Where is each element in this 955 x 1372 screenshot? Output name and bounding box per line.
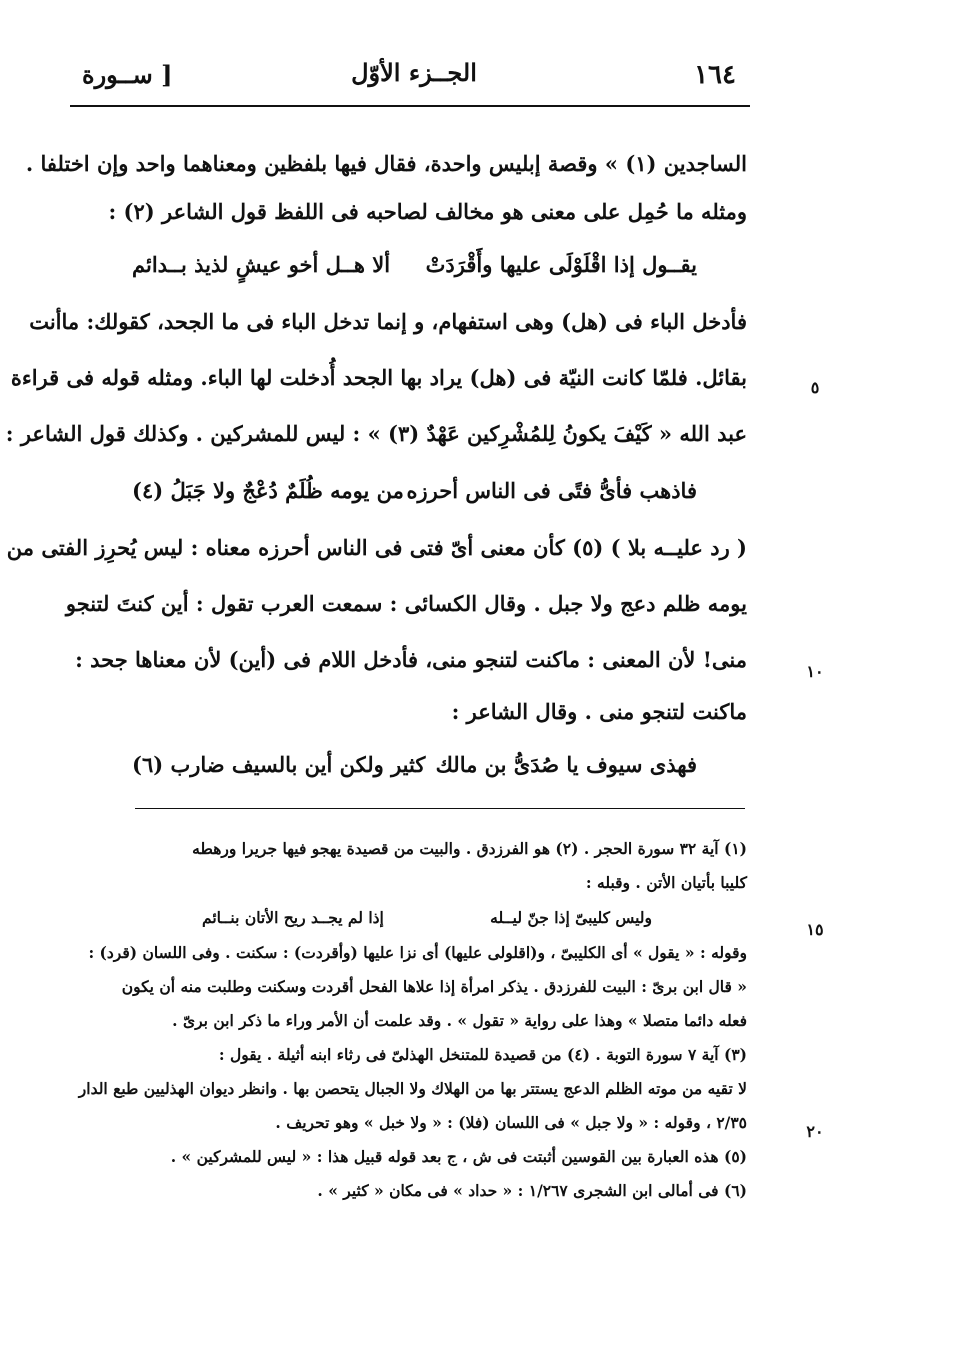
line-number: ٥: [810, 378, 820, 397]
verse-second-hemistich: إذا لم يجــد ريح الأتان بنــائم: [202, 908, 384, 927]
line-number: ١٥: [806, 920, 824, 939]
footnote-separator: [135, 808, 745, 809]
footnote-line: (٣) آية ٧ سورة التوبة . (٤) من قصيدة للمتنخل الهذلىّ فى رثاء ابنه أثيلة . يقول :: [218, 1045, 747, 1064]
footnote-line: وقوله : « يقول » أى الكليبىّ ، و(اقلولى عليها) أى نزا عليها (وأقردت) : سكنت . وفى اللسان (قرد) :: [88, 943, 747, 962]
header-rule: [70, 105, 750, 107]
text-line: ماكنت لتنجو منى . وقال الشاعر :: [451, 699, 747, 724]
footnote-line: (١) آية ٣٢ سورة الحجر . (٢) هو الفرزدق . والبيت من قصيدة يهجو فيها جريرا ورهطه: [192, 839, 747, 858]
text-line: بقائل. فلمّا كانت النيّة فى (هل) يراد بها الجحد أُدخلت لها الباء. ومثله قوله فى قراءة: [10, 365, 747, 390]
footnote-line: فعله دائما متصلا » وهذا على رواية « تقول » . وقد علمت أن الأمر وراء ما ذكر ابن برىّ .: [172, 1011, 747, 1030]
text-line: منى! لأن المعنى : ماكنت لتنجو منى، فأدخل اللام فى (أين) لأن معناها جحد :: [75, 647, 747, 672]
running-title: الجــزء الأوّل: [351, 58, 477, 87]
poem-verse: [82, 236, 747, 294]
verse-second-hemistich: من يومه ظُلَمٌ دُعْجٌ ولا جَبَلُ (٤): [132, 478, 404, 503]
text-line: عبد الله « كَيْفَ يكونُ لِلمُشْرِكين عَهْدٌ (٣) » : ليس للمشركين . وكذلك قول الشاعر :: [5, 421, 747, 446]
poem-verse: [82, 736, 747, 794]
text-line: ( رد عليــه بلا ) (٥) كأن معنى أىّ فتى فى الناس أحرزه معناه : ليس يُحرِز الفتى من: [6, 535, 747, 560]
main-text: [5, 140, 747, 794]
page-number: ١٦٤: [694, 60, 736, 90]
verse-second-hemistich: ألا هــل أخو عيشٍ لذيذ بــدائم: [132, 252, 391, 277]
text-line: يومه ظلم دعج ولا جبل . وقال الكسائى : سمعت العرب تقول : أين كنتَ لتنجو: [65, 591, 747, 616]
footnotes: [78, 832, 747, 1208]
verse-first-hemistich: وليس كليبىّ إذا جنّ ليــله: [490, 908, 652, 927]
footnote-line: « قال ابن برىّ : البيت للفرزدق . يذكر امرأة إذا علاها الفحل أقردت وسكنت وطلبت منه أن يكون: [121, 977, 747, 996]
text-line: فأدخل الباء فى (هل) وهى استفهام، و إنما تدخل الباء فى ما الجحد، كقولك: ماأنت: [29, 309, 747, 334]
verse-first-hemistich: فهذى سيوف يا صُدَىُّ بن مالك: [435, 752, 697, 777]
footnote-line: (٦) فى أمالى ابن الشجرى ١/٢٦٧ : « حداد » فى مكان « كثير » .: [317, 1181, 747, 1200]
footnote-verse: [82, 900, 747, 936]
page-header: [78, 56, 750, 106]
text-line: الساجدين (١) » وقصة إبليس واحدة، فقال فيها بلفظين ومعناهما واحد وإن اختلفا .: [25, 151, 747, 176]
verse-first-hemistich: فاذهب فأىُّ فتًى فى الناس أحرزه: [406, 478, 697, 503]
footnote-line: لا تقيه من موته الظلم الدعج يستتر بها من الهلاك ولا الجبال يتحصن بها . وانظر ديوان الهذليين طبع الدار: [78, 1079, 747, 1098]
text-line: ومثله ما حُمِل على معنى هو مخالف لصاحبه فى اللفظ قول الشاعر (٢) :: [108, 199, 747, 224]
line-number: ٢٠: [806, 1122, 824, 1141]
verse-first-hemistich: يقــول إذا اقْلَوْلَى عليها وأَقْرَدَتْ: [425, 252, 697, 277]
poem-verse: [82, 462, 747, 520]
footnote-line: كليبا بأتيان الأتن . وقبله :: [585, 873, 747, 892]
line-number: ١٠: [806, 662, 824, 681]
footnote-line: ٢/٣٥ ، وقوله : « ولا جبل » فى اللسان (فلا) : « ولا خبل » وهو تحريف .: [275, 1113, 747, 1132]
verse-second-hemistich: كثير ولكن أين بالسيف ضارب (٦): [132, 752, 426, 777]
running-section-label: [ ســورة: [82, 60, 173, 89]
footnote-line: (٥) هذه العبارة بين القوسين أثبتت فى ش ، ج بعد قوله قبيل هذا : « ليس للمشركين » .: [170, 1147, 747, 1166]
